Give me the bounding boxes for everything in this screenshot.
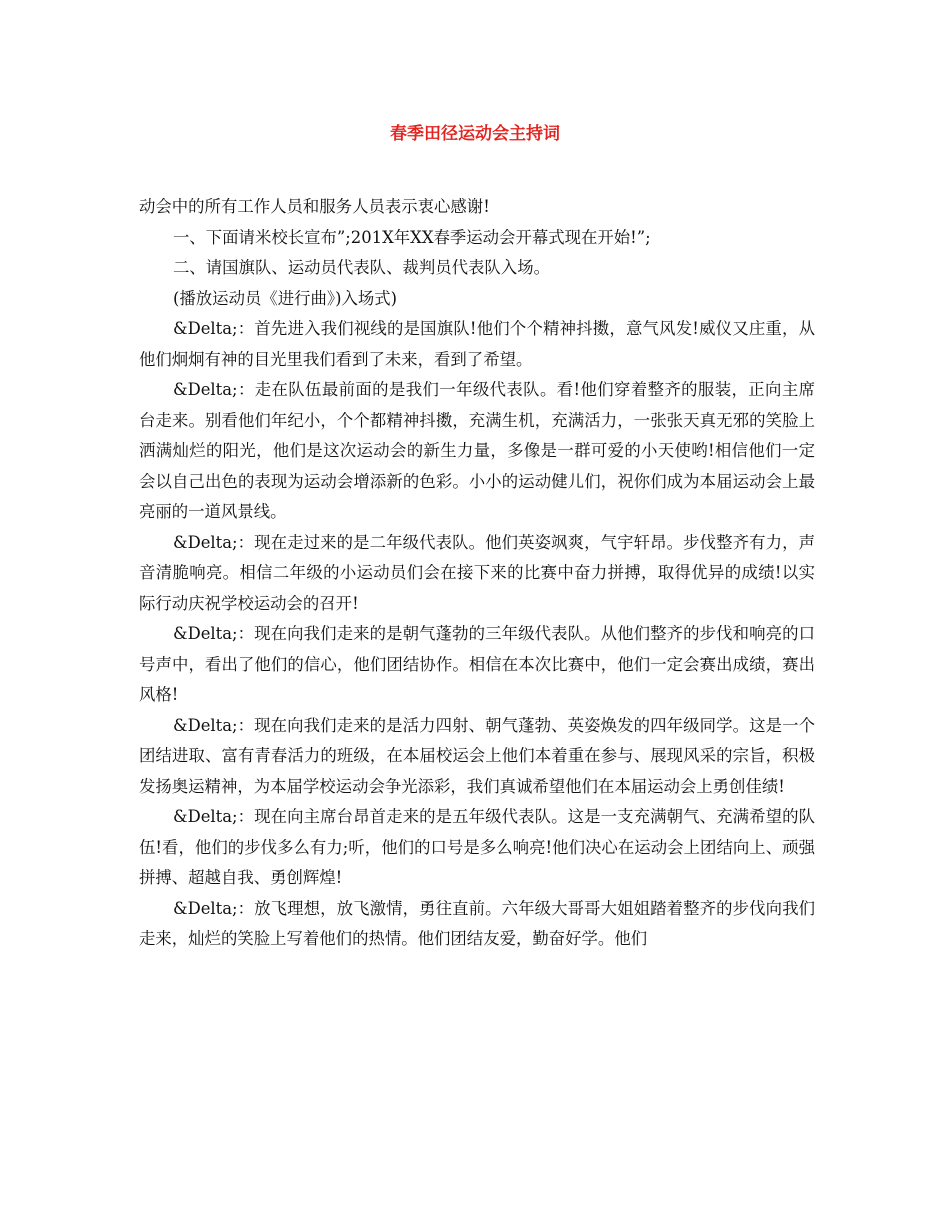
document-body <box>139 192 815 955</box>
paragraph: 二、请国旗队、运动员代表队、裁判员代表队入场。 <box>173 258 550 277</box>
paragraph-continuation: 动会中的所有工作人员和服务人员表示衷心感谢! <box>139 197 490 216</box>
paragraph: &Delta;：走在队伍最前面的是我们一年级代表队。看!他们穿着整齐的服装，正向主席台走来。别看他们年纪小，个个都精神抖擞，充满生机，充满活力，一张张天真无邪的笑脸上洒满灿烂的阳光，他们是这次运动会的新生力量，多像是一群可爱的小天使哟!相信他们一定会以自己出色的表现为运动会增添新的色彩。小小的运动健儿们，祝你们成为本届运动会上最亮丽的一道风景线。 <box>139 380 815 521</box>
paragraph: &Delta;：现在向我们走来的是活力四射、朝气蓬勃、英姿焕发的四年级同学。这是一个团结进取、富有青春活力的班级，在本届校运会上他们本着重在参与、展现风采的宗旨，积极发扬奥运精神，为本届学校运动会争光添彩，我们真诚希望他们在本届运动会上勇创佳绩! <box>139 715 815 796</box>
paragraph: &Delta;：现在向主席台昂首走来的是五年级代表队。这是一支充满朝气、充满希望的队伍!看，他们的步伐多么有力;听，他们的口号是多么响亮!他们决心在运动会上团结向上、顽强拼搏、超越自我、勇创辉煌! <box>139 807 815 887</box>
paragraph: (播放运动员《进行曲》)入场式) <box>173 288 398 308</box>
paragraph: &Delta;：放飞理想，放飞激情，勇往直前。六年级大哥哥大姐姐踏着整齐的步伐向我们走来，灿烂的笑脸上写着他们的热情。他们团结友爱，勤奋好学。他们 <box>139 898 815 948</box>
document-title: 春季田径运动会主持词 <box>390 124 560 144</box>
paragraph: &Delta;：首先进入我们视线的是国旗队!他们个个精神抖擞，意气风发!威仪又庄重，从他们炯炯有神的目光里我们看到了未来，看到了希望。 <box>139 319 815 369</box>
paragraph: &Delta;：现在向我们走来的是朝气蓬勃的三年级代表队。从他们整齐的步伐和响亮的口号声中，看出了他们的信心，他们团结协作。相信在本次比赛中，他们一定会赛出成绩，赛出风格! <box>139 624 815 704</box>
paragraph: &Delta;：现在走过来的是二年级代表队。他们英姿飒爽，气宇轩昂。步伐整齐有力，声音清脆响亮。相信二年级的小运动员们会在接下来的比赛中奋力拼搏，取得优异的成绩!以实际行动庆祝学校运动会的召开! <box>139 532 815 613</box>
paragraph: 一、下面请米校长宣布”;201X年XX春季运动会开幕式现在开始!”; <box>173 227 651 247</box>
